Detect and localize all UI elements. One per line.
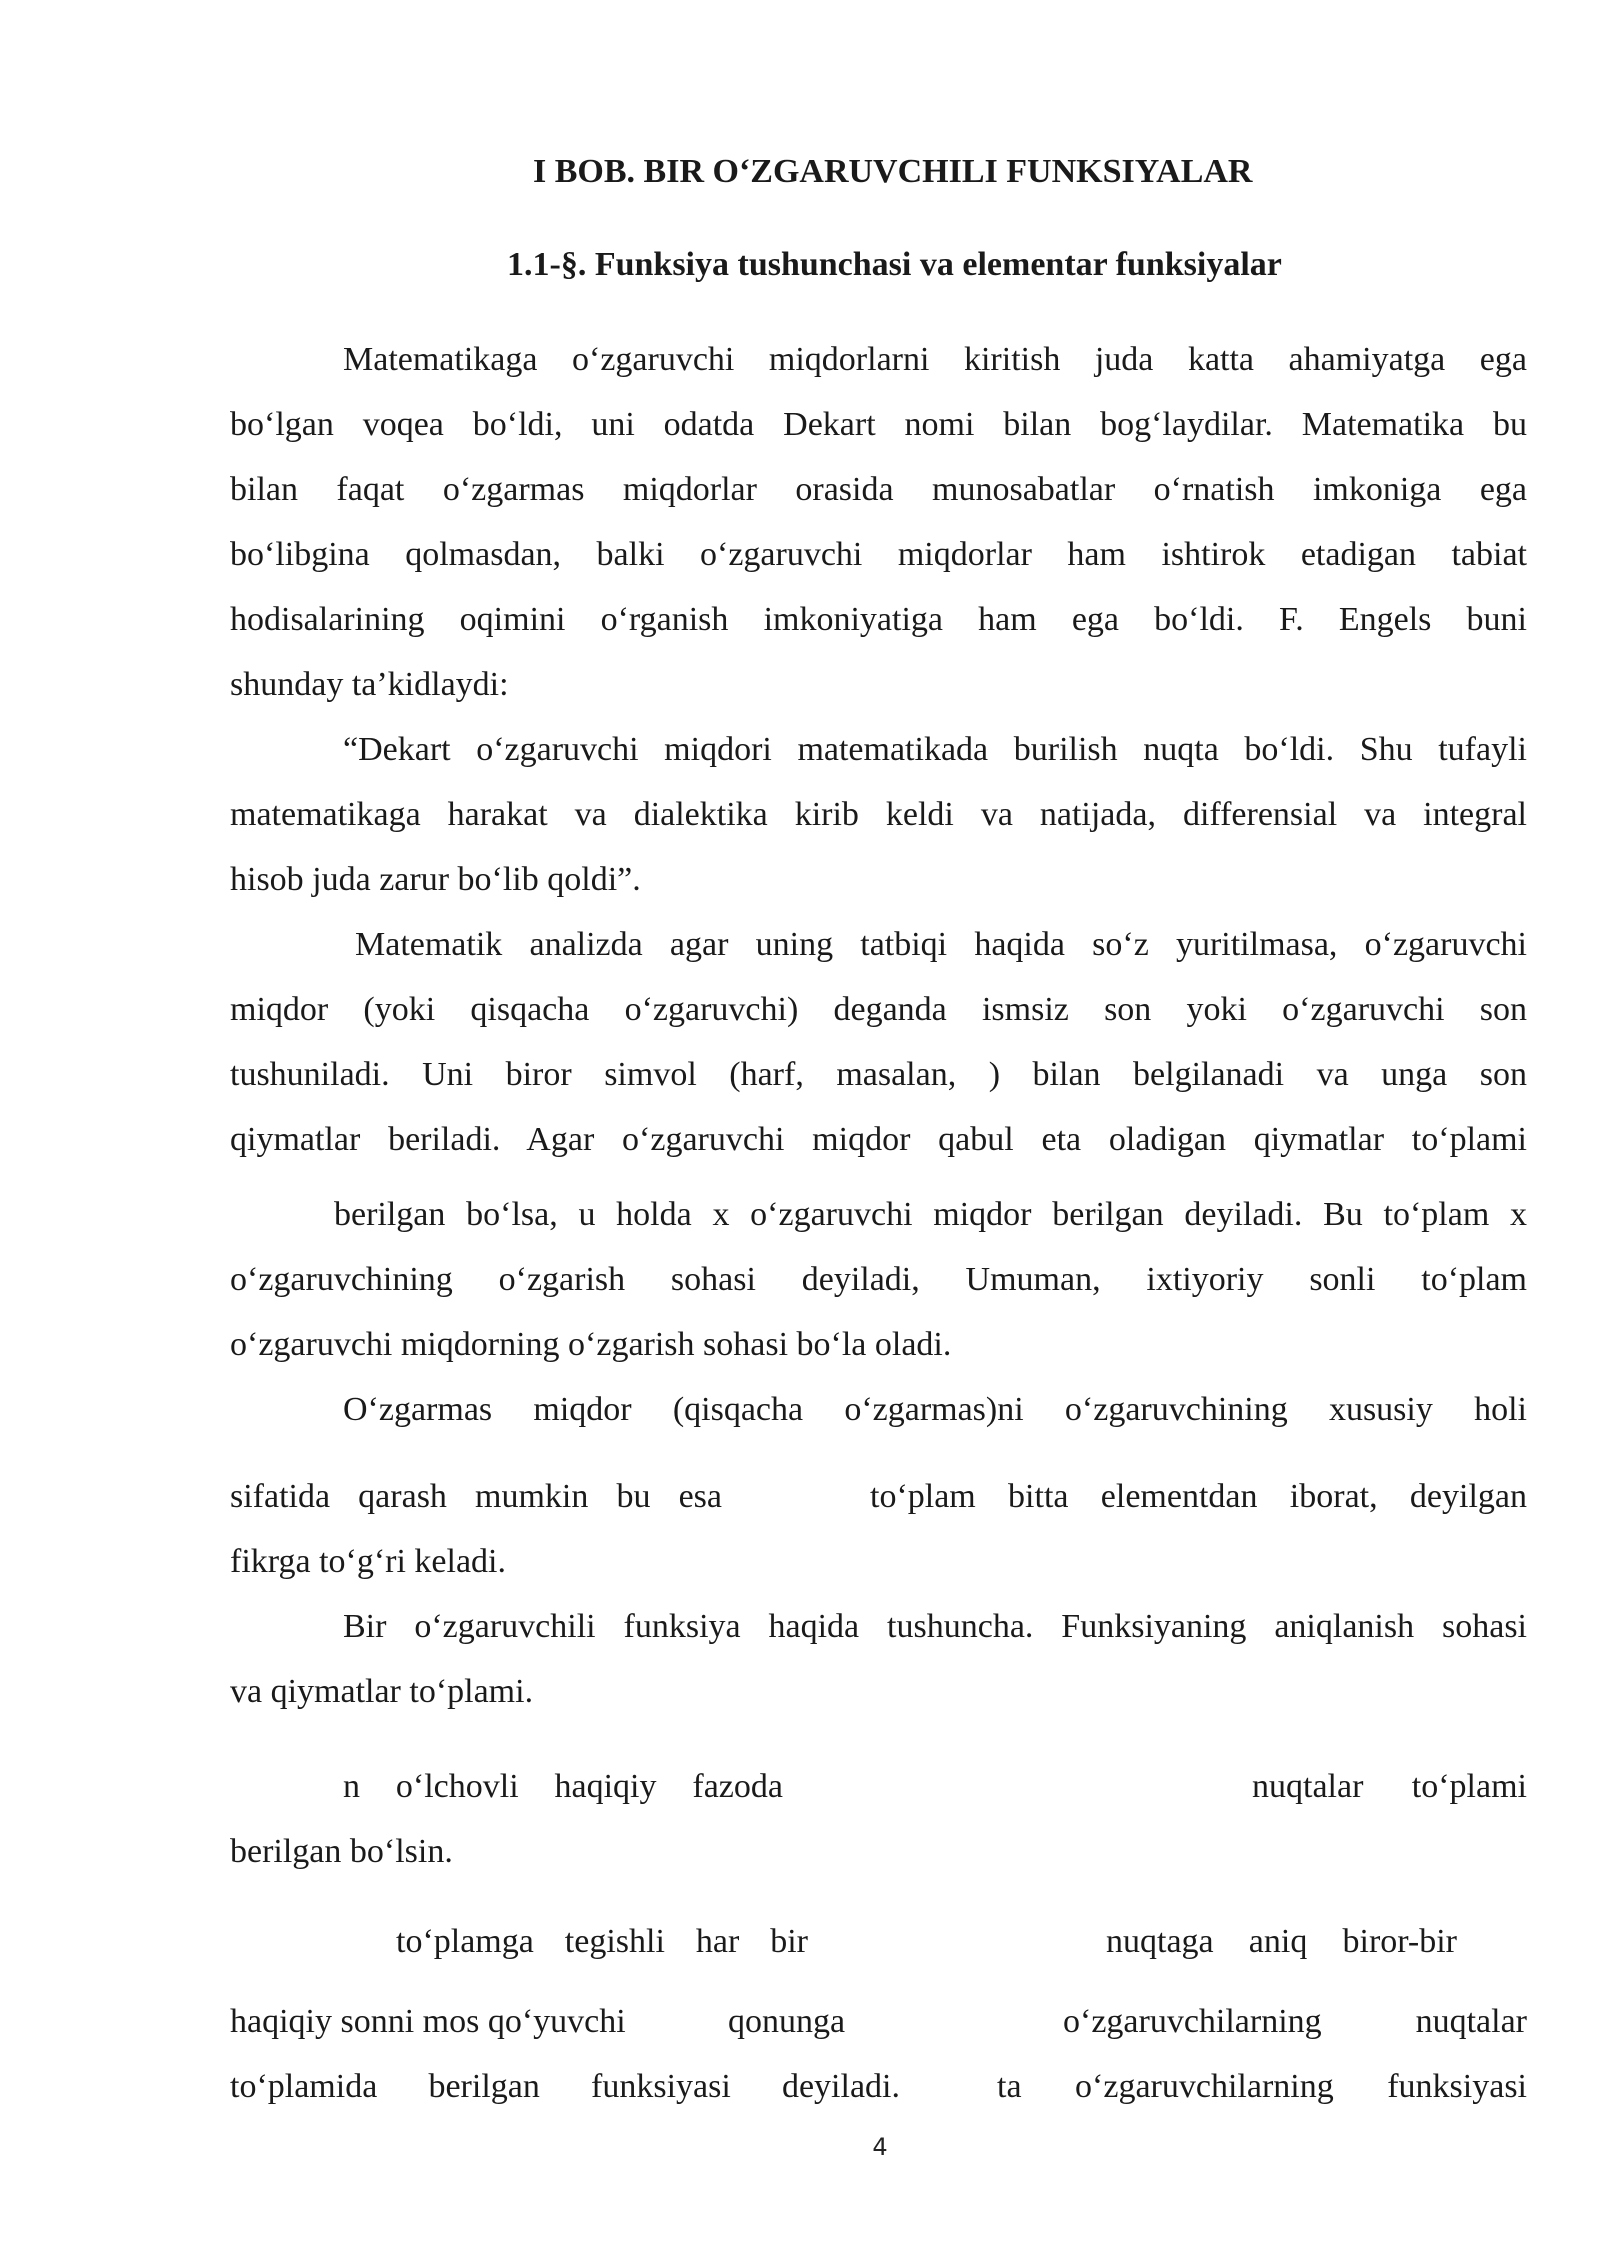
paragraph-7-line-3-right: ta o‘zgaruvchilarning funksiyasi xyxy=(997,2068,1527,2105)
paragraph-7-line-2-b: qonunga xyxy=(728,2003,846,2040)
paragraph-2-line-2: miqdor (yoki qisqacha o‘zgaruvchi) deganda ismsiz son yoki o‘zgaruvchi son xyxy=(230,991,1527,1028)
paragraph-5-line-1: Bir o‘zgaruvchili funksiya haqida tushuncha. Funksiyaning aniqlanish sohasi xyxy=(343,1608,1527,1645)
section-title: 1.1-§. Funksiya tushunchasi va elementar funksiyalar xyxy=(507,246,1282,283)
paragraph-1-line-3: bilan faqat o‘zgarmas miqdorlar orasida munosabatlar o‘rnatish imkoniga ega xyxy=(230,471,1527,508)
chapter-title: I BOB. BIR O‘ZGARUVCHILI FUNKSIYALAR xyxy=(533,153,1253,190)
paragraph-1-line-1: Matematikaga o‘zgaruvchi miqdorlarni kiritish juda katta ahamiyatga ega xyxy=(343,341,1527,378)
paragraph-1-line-6: shunday ta’kidlaydi: xyxy=(230,666,509,703)
paragraph-7-line-2-c: o‘zgaruvchilarning nuqtalar xyxy=(1063,2003,1527,2040)
paragraph-1-line-2: bo‘lgan voqea bo‘ldi, uni odatda Dekart nomi bilan bog‘laydilar. Matematika bu xyxy=(230,406,1527,443)
paragraph-4-line-2-left: sifatida qarash mumkin bu esa xyxy=(230,1478,722,1515)
paragraph-3-line-3: o‘zgaruvchi miqdorning o‘zgarish sohasi bo‘la oladi. xyxy=(230,1326,952,1363)
paragraph-4-line-3: fikrga to‘g‘ri keladi. xyxy=(230,1543,507,1580)
paragraph-4-line-1: O‘zgarmas miqdor (qisqacha o‘zgarmas)ni o‘zgaruvchining xususiy holi xyxy=(343,1391,1527,1428)
quote-line-3: hisob juda zarur bo‘lib qoldi”. xyxy=(230,861,641,898)
quote-line-2: matematikaga harakat va dialektika kirib keldi va natijada, differensial va integral xyxy=(230,796,1527,833)
paragraph-2-line-4: qiymatlar beriladi. Agar o‘zgaruvchi miqdor qabul eta oladigan qiymatlar to‘plami xyxy=(230,1121,1527,1158)
paragraph-1-line-5: hodisalarining oqimini o‘rganish imkoniyatiga ham ega bo‘ldi. F. Engels buni xyxy=(230,601,1527,638)
paragraph-6-line-1-right: nuqtalar to‘plami xyxy=(1252,1768,1527,1805)
paragraph-7-line-2-a: haqiqiy sonni mos qo‘yuvchi xyxy=(230,2003,626,2040)
paragraph-3-line-2: o‘zgaruvchining o‘zgarish sohasi deyiladi, Umuman, ixtiyoriy sonli to‘plam xyxy=(230,1261,1527,1298)
paragraph-5-line-2: va qiymatlar to‘plami. xyxy=(230,1673,534,1710)
page-number: 4 xyxy=(872,2133,888,2161)
quote-line-1: “Dekart o‘zgaruvchi miqdori matematikada burilish nuqta bo‘ldi. Shu tufayli xyxy=(343,731,1527,768)
paragraph-2-line-1: Matematik analizda agar uning tatbiqi haqida so‘z yuritilmasa, o‘zgaruvchi xyxy=(355,926,1527,963)
paragraph-7-line-1-left: to‘plamga tegishli har bir xyxy=(396,1923,808,1960)
paragraph-3-line-1: berilgan bo‘lsa, u holda x o‘zgaruvchi miqdor berilgan deyiladi. Bu to‘plam x xyxy=(334,1196,1527,1233)
paragraph-6-line-1-left: n o‘lchovli haqiqiy fazoda xyxy=(343,1768,783,1805)
paragraph-2-line-3: tushuniladi. Uni biror simvol (harf, masalan, ) bilan belgilanadi va unga son xyxy=(230,1056,1527,1093)
paragraph-1-line-4: bo‘libgina qolmasdan, balki o‘zgaruvchi miqdorlar ham ishtirok etadigan tabiat xyxy=(230,536,1527,573)
paragraph-7-line-3-left: to‘plamida berilgan funksiyasi deyiladi. xyxy=(230,2068,900,2105)
paragraph-4-line-2-right: to‘plam bitta elementdan iborat, deyilgan xyxy=(870,1478,1527,1515)
paragraph-7-line-1-right: nuqtaga aniq biror-bir xyxy=(1106,1923,1457,1960)
paragraph-6-line-2: berilgan bo‘lsin. xyxy=(230,1833,453,1870)
